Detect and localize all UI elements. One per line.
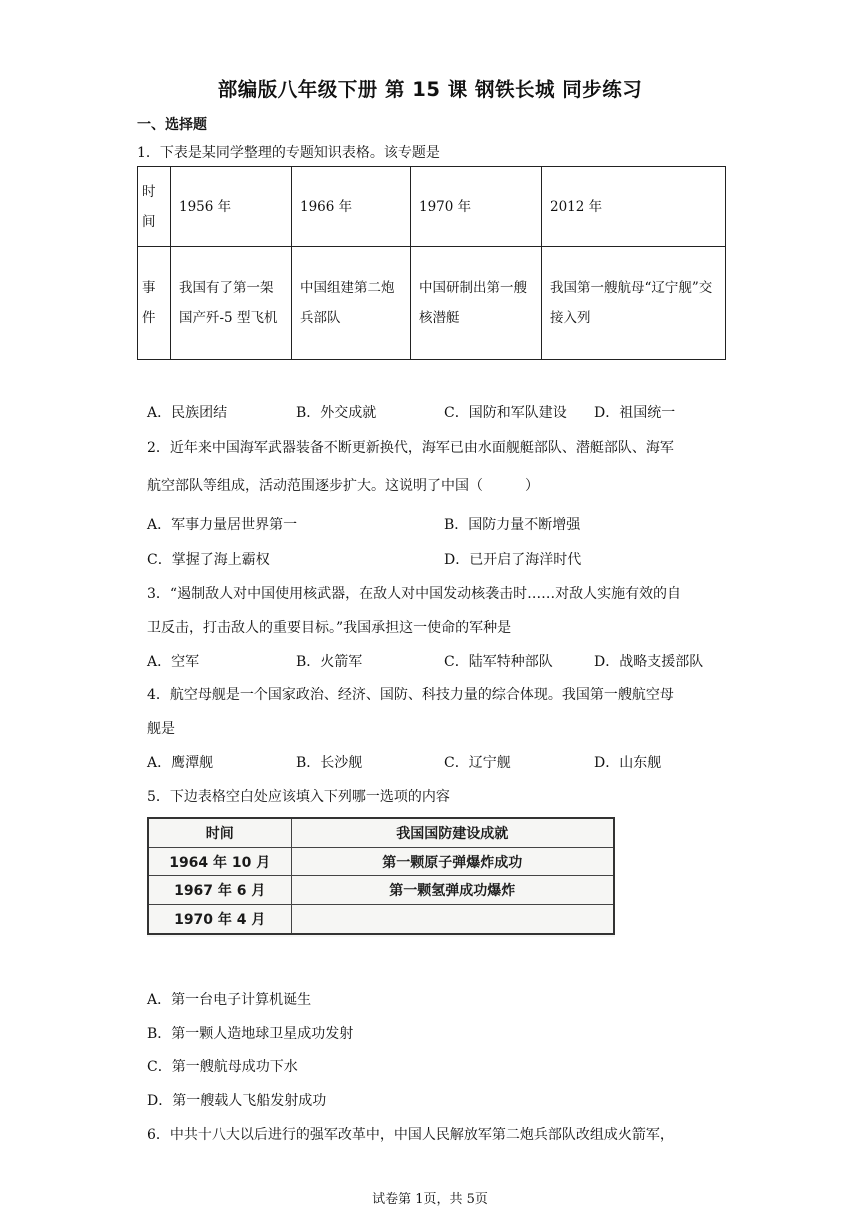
table-cell: 1970 年: [411, 167, 542, 247]
section-heading: 一、选择题: [137, 117, 207, 133]
table-cell: 1966 年: [292, 167, 411, 247]
q3-stem-line1: 3．“遏制敌人对中国使用核武器，在敌人对中国发动核袭击时……对敌人实施有效的自: [147, 586, 682, 602]
q5-stem: 5．下边表格空白处应该填入下列哪一选项的内容: [147, 789, 450, 805]
option-d: D．已开启了海洋时代: [444, 552, 582, 568]
q1-stem: 1．下表是某同学整理的专题知识表格。该专题是: [137, 145, 440, 161]
table-cell: 第一颗原子弹爆炸成功: [291, 847, 614, 876]
q4-stem-line1: 4．航空母舰是一个国家政治、经济、国防、科技力量的综合体现。我国第一艘航空母: [147, 687, 674, 703]
table-cell: 中国研制出第一艘核潜艇: [411, 247, 542, 360]
q1-table: [137, 166, 726, 360]
table-cell: 2012 年: [542, 167, 726, 247]
table-cell: 时间: [148, 818, 291, 847]
page-footer: 试卷第 1页，共 5页: [372, 1192, 488, 1207]
option-a: A．空军: [147, 654, 200, 670]
q2-stem-line2: 航空部队等组成，活动范围逐步扩大。这说明了中国（ ）: [147, 478, 539, 494]
option-b: B．外交成就: [296, 405, 377, 421]
option-c: C．掌握了海上霸权: [147, 552, 270, 568]
table-row: [148, 905, 614, 934]
q4-stem-line2: 舰是: [147, 721, 175, 737]
option-c: C．辽宁舰: [444, 755, 511, 771]
table-cell: 事 件: [138, 247, 171, 360]
table-cell: 1964 年 10 月: [148, 847, 291, 876]
q5-table: [147, 817, 615, 935]
table-row: [148, 876, 614, 905]
table-cell: 我国有了第一架国产歼-5 型飞机: [171, 247, 292, 360]
table-row: [138, 167, 726, 247]
table-cell: 第一颗氢弹成功爆炸: [291, 876, 614, 905]
option-a: A．军事力量居世界第一: [147, 517, 298, 533]
table-cell: 我国第一艘航母“辽宁舰”交接入列: [542, 247, 726, 360]
table-row: [138, 247, 726, 360]
option-c: C．国防和军队建设: [444, 405, 567, 421]
option-a: A．第一台电子计算机诞生: [147, 992, 312, 1008]
table-row: [148, 847, 614, 876]
table-row: [148, 818, 614, 847]
option-d: D．第一艘载人飞船发射成功: [147, 1093, 327, 1109]
option-b: B．国防力量不断增强: [444, 517, 581, 533]
page-title: 部编版八年级下册 第 15 课 钢铁长城 同步练习: [217, 78, 643, 101]
q2-stem-line1: 2．近年来中国海军武器装备不断更新换代，海军已由水面舰艇部队、潜艇部队、海军: [147, 440, 674, 456]
table-cell: [291, 905, 614, 934]
table-cell: 时 间: [138, 167, 171, 247]
table-cell: 中国组建第二炮兵部队: [292, 247, 411, 360]
option-a: A．鹰潭舰: [147, 755, 214, 771]
table-cell: 1956 年: [171, 167, 292, 247]
option-b: B．第一颗人造地球卫星成功发射: [147, 1026, 354, 1042]
q3-stem-line2: 卫反击，打击敌人的重要目标。”我国承担这一使命的军种是: [147, 620, 512, 636]
table-cell: 我国国防建设成就: [291, 818, 614, 847]
option-c: C．第一艘航母成功下水: [147, 1059, 298, 1075]
option-a: A．民族团结: [147, 405, 228, 421]
option-d: D．祖国统一: [594, 405, 676, 421]
q6-stem-line1: 6．中共十八大以后进行的强军改革中，中国人民解放军第二炮兵部队改组成火箭军，: [147, 1127, 674, 1143]
option-d: D．山东舰: [594, 755, 662, 771]
option-d: D．战略支援部队: [594, 654, 704, 670]
table-cell: 1967 年 6 月: [148, 876, 291, 905]
option-b: B．火箭军: [296, 654, 363, 670]
option-c: C．陆军特种部队: [444, 654, 553, 670]
option-b: B．长沙舰: [296, 755, 363, 771]
table-cell: 1970 年 4 月: [148, 905, 291, 934]
q5-table-image: [147, 817, 615, 937]
